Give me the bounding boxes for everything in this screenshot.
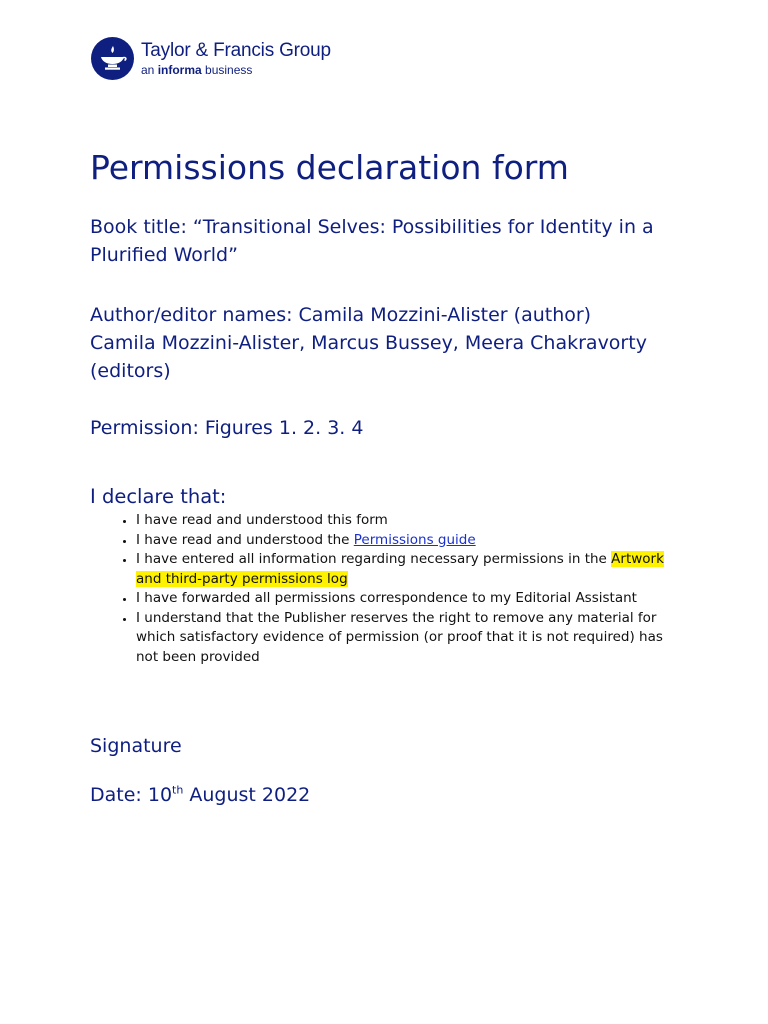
- permission-figures: Permission: Figures 1. 2. 3. 4: [90, 417, 364, 439]
- page-title: Permissions declaration form: [90, 148, 569, 187]
- list-item: • I have read and understood the Permissions guide: [136, 531, 680, 551]
- editors-line: Camila Mozzini-Alister, Marcus Bussey, Meera Chakravorty (editors): [90, 332, 647, 382]
- permissions-guide-link[interactable]: Permissions guide: [353, 531, 476, 548]
- book-title: Book title: “Transitional Selves: Possibilities for Identity in a Plurified World”: [90, 216, 654, 266]
- author-line: Author/editor names: Camila Mozzini-Alister (author): [90, 304, 592, 326]
- lamp-logo-icon: [91, 37, 134, 80]
- list-item: • I understand that the Publisher reserves the right to remove any material for which satisfactory evidence of permission (or proof that it is not required) has not been provided: [136, 609, 680, 668]
- publisher-logo: [91, 37, 331, 80]
- list-item: • I have forwarded all permissions correspondence to my Editorial Assistant: [136, 589, 680, 609]
- declaration-list: [90, 511, 680, 667]
- list-item: • I have entered all information regarding necessary permissions in the Artwork and third-party permissions log: [136, 550, 680, 589]
- permissions-log-highlight: Artwork and third-party permissions log: [136, 551, 664, 587]
- date-line: Date: 10th August 2022: [90, 783, 311, 806]
- list-item: • I have read and understood this form: [136, 511, 680, 531]
- publisher-name: Taylor & Francis Group: [141, 39, 331, 61]
- signature-label: Signature: [90, 735, 182, 757]
- publisher-tagline: an informa business: [141, 62, 253, 77]
- declare-heading: I declare that:: [90, 485, 227, 508]
- author-names: [90, 301, 690, 385]
